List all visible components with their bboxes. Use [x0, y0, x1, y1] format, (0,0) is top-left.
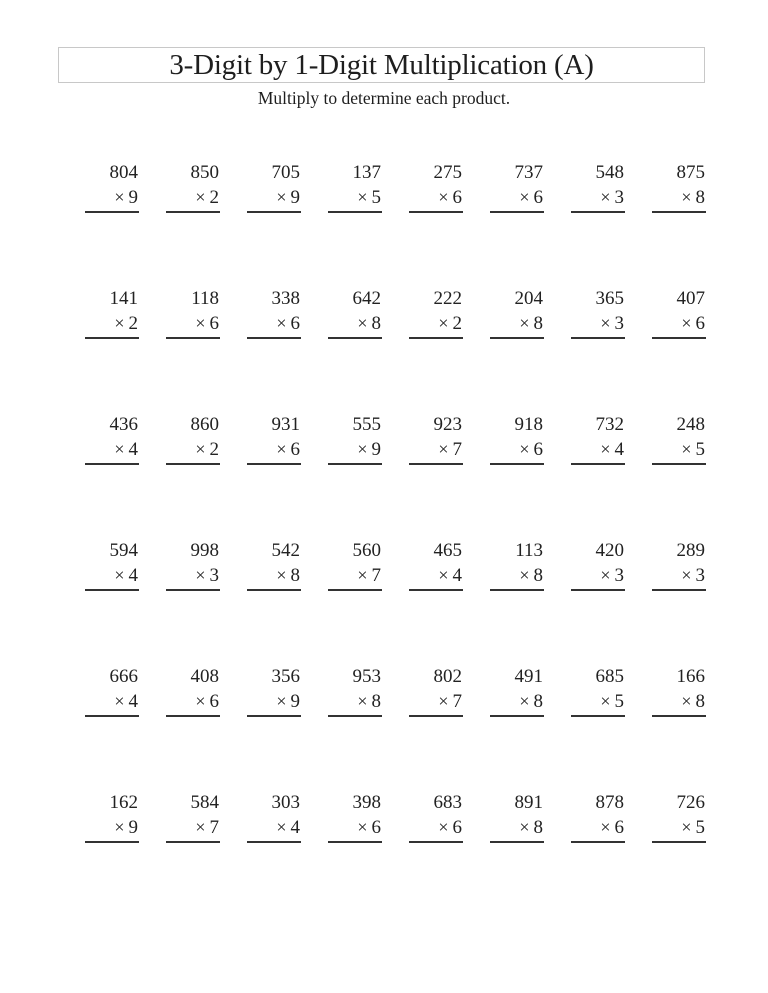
answer-line: [247, 463, 301, 465]
answer-line: [409, 463, 463, 465]
times-icon: ×: [681, 439, 692, 459]
multiplication-problem: [652, 412, 706, 465]
times-icon: ×: [276, 817, 287, 837]
multiplication-problem: [85, 538, 139, 591]
multiplier-line: [85, 815, 139, 840]
multiplier-line: [328, 437, 382, 462]
multiplier: 8: [533, 313, 543, 334]
multiplication-problem: [328, 286, 382, 339]
multiplication-problem: [409, 664, 463, 717]
answer-line: [247, 715, 301, 717]
answer-line: [490, 589, 544, 591]
times-icon: ×: [519, 691, 530, 711]
multiplier-line: [247, 563, 301, 588]
multiplicand: 666: [109, 666, 138, 687]
times-icon: ×: [114, 439, 125, 459]
multiplier: 4: [452, 565, 462, 586]
times-icon: ×: [438, 565, 449, 585]
times-icon: ×: [276, 565, 287, 585]
multiplier: 4: [128, 565, 138, 586]
multiplier-line: [490, 185, 544, 210]
multiplier-line: [571, 563, 625, 588]
multiplication-problem: [652, 286, 706, 339]
multiplier-line: [490, 437, 544, 462]
multiplier-line: [409, 563, 463, 588]
multiplication-problem: [166, 538, 220, 591]
multiplicand: 356: [271, 666, 300, 687]
times-icon: ×: [357, 187, 368, 207]
times-icon: ×: [357, 565, 368, 585]
multiplication-problem: [571, 790, 625, 843]
multiplier-line: [166, 689, 220, 714]
multiplier: 3: [614, 313, 624, 334]
multiplicand: 398: [352, 792, 381, 813]
multiplier: 7: [452, 439, 462, 460]
multiplication-problem: [328, 412, 382, 465]
multiplication-problem: [490, 664, 544, 717]
multiplier: 8: [371, 313, 381, 334]
times-icon: ×: [519, 313, 530, 333]
multiplication-problem: [490, 412, 544, 465]
times-icon: ×: [600, 817, 611, 837]
multiplicand: 726: [676, 792, 705, 813]
answer-line: [571, 589, 625, 591]
times-icon: ×: [681, 187, 692, 207]
multiplier-line: [85, 311, 139, 336]
multiplier-line: [328, 815, 382, 840]
multiplicand: 113: [515, 540, 543, 561]
answer-line: [652, 463, 706, 465]
multiplier-line: [85, 437, 139, 462]
answer-line: [247, 589, 301, 591]
multiplication-problem: [166, 664, 220, 717]
multiplier-line: [409, 311, 463, 336]
answer-line: [328, 715, 382, 717]
multiplier: 8: [290, 565, 300, 586]
multiplier: 9: [128, 817, 138, 838]
multiplier-line: [166, 563, 220, 588]
multiplicand: 732: [595, 414, 624, 435]
answer-line: [247, 841, 301, 843]
answer-line: [85, 463, 139, 465]
answer-line: [571, 715, 625, 717]
multiplicand: 923: [433, 414, 462, 435]
multiplier: 9: [290, 187, 300, 208]
multiplier: 6: [290, 439, 300, 460]
multiplication-problem: [652, 664, 706, 717]
times-icon: ×: [681, 817, 692, 837]
multiplication-problem: [85, 412, 139, 465]
multiplicand: 555: [352, 414, 381, 435]
answer-line: [166, 841, 220, 843]
multiplication-problem: [409, 790, 463, 843]
answer-line: [166, 337, 220, 339]
multiplicand: 850: [190, 162, 219, 183]
multiplier: 7: [209, 817, 219, 838]
multiplier: 9: [128, 187, 138, 208]
multiplication-problem: [166, 160, 220, 213]
multiplier: 8: [371, 691, 381, 712]
multiplier: 8: [533, 565, 543, 586]
multiplicand: 162: [109, 792, 138, 813]
answer-line: [409, 337, 463, 339]
answer-line: [409, 715, 463, 717]
multiplication-problem: [166, 286, 220, 339]
worksheet-instructions: Multiply to determine each product.: [257, 88, 511, 108]
multiplier: 3: [695, 565, 705, 586]
multiplier: 4: [614, 439, 624, 460]
multiplicand: 491: [514, 666, 543, 687]
problem-row: [85, 412, 707, 538]
multiplier: 6: [533, 187, 543, 208]
times-icon: ×: [114, 187, 125, 207]
multiplication-problem: [85, 160, 139, 213]
multiplier: 6: [614, 817, 624, 838]
multiplier-line: [571, 689, 625, 714]
multiplicand: 953: [352, 666, 381, 687]
multiplier-line: [166, 437, 220, 462]
multiplication-problem: [490, 790, 544, 843]
answer-line: [247, 211, 301, 213]
multiplicand: 685: [595, 666, 624, 687]
multiplicand: 465: [433, 540, 462, 561]
multiplier: 8: [695, 691, 705, 712]
answer-line: [166, 211, 220, 213]
multiplier: 2: [128, 313, 138, 334]
times-icon: ×: [195, 439, 206, 459]
multiplicand: 365: [595, 288, 624, 309]
multiplier-line: [652, 563, 706, 588]
multiplicand: 222: [433, 288, 462, 309]
multiplicand: 542: [271, 540, 300, 561]
multiplier-line: [247, 311, 301, 336]
multiplier: 8: [533, 817, 543, 838]
multiplier: 3: [614, 565, 624, 586]
multiplier: 5: [695, 817, 705, 838]
times-icon: ×: [276, 439, 287, 459]
multiplier: 2: [209, 187, 219, 208]
multiplicand: 141: [109, 288, 138, 309]
multiplier: 3: [209, 565, 219, 586]
answer-line: [85, 211, 139, 213]
problem-row: [85, 664, 707, 790]
multiplier-line: [490, 815, 544, 840]
times-icon: ×: [438, 187, 449, 207]
multiplicand: 931: [271, 414, 300, 435]
multiplicand: 303: [271, 792, 300, 813]
answer-line: [490, 463, 544, 465]
answer-line: [571, 463, 625, 465]
answer-line: [166, 715, 220, 717]
multiplier: 7: [371, 565, 381, 586]
worksheet-title: 3-Digit by 1-Digit Multiplication (A): [169, 48, 594, 81]
multiplier-line: [328, 689, 382, 714]
multiplicand: 407: [676, 288, 705, 309]
multiplier-line: [571, 311, 625, 336]
multiplier-line: [247, 185, 301, 210]
multiplier-line: [247, 815, 301, 840]
answer-line: [166, 589, 220, 591]
times-icon: ×: [438, 691, 449, 711]
multiplier-line: [652, 311, 706, 336]
answer-line: [85, 715, 139, 717]
times-icon: ×: [195, 565, 206, 585]
times-icon: ×: [357, 439, 368, 459]
multiplier-line: [85, 689, 139, 714]
multiplier-line: [409, 185, 463, 210]
multiplication-problem: [247, 160, 301, 213]
multiplicand: 548: [595, 162, 624, 183]
answer-line: [652, 841, 706, 843]
answer-line: [490, 337, 544, 339]
answer-line: [85, 841, 139, 843]
problem-row: [85, 160, 707, 286]
multiplier-line: [409, 437, 463, 462]
multiplier: 2: [452, 313, 462, 334]
multiplication-problem: [652, 790, 706, 843]
multiplier-line: [166, 311, 220, 336]
multiplier: 7: [452, 691, 462, 712]
multiplicand: 683: [433, 792, 462, 813]
multiplier-line: [652, 437, 706, 462]
times-icon: ×: [519, 565, 530, 585]
multiplication-problem: [571, 160, 625, 213]
multiplication-problem: [166, 790, 220, 843]
multiplication-problem: [247, 286, 301, 339]
title-box: [58, 47, 705, 83]
answer-line: [85, 337, 139, 339]
times-icon: ×: [681, 691, 692, 711]
multiplier: 9: [371, 439, 381, 460]
answer-line: [652, 337, 706, 339]
multiplier: 3: [614, 187, 624, 208]
multiplicand: 166: [676, 666, 705, 687]
multiplication-problem: [247, 664, 301, 717]
multiplicand: 560: [352, 540, 381, 561]
times-icon: ×: [600, 691, 611, 711]
times-icon: ×: [357, 691, 368, 711]
multiplicand: 802: [433, 666, 462, 687]
times-icon: ×: [114, 691, 125, 711]
multiplicand: 289: [676, 540, 705, 561]
times-icon: ×: [600, 313, 611, 333]
multiplication-problem: [571, 538, 625, 591]
times-icon: ×: [195, 313, 206, 333]
times-icon: ×: [519, 187, 530, 207]
multiplicand: 918: [514, 414, 543, 435]
answer-line: [652, 211, 706, 213]
multiplier-line: [328, 185, 382, 210]
multiplicand: 420: [595, 540, 624, 561]
answer-line: [328, 463, 382, 465]
multiplication-problem: [85, 664, 139, 717]
multiplier: 4: [128, 691, 138, 712]
multiplier-line: [490, 563, 544, 588]
multiplication-problem: [409, 160, 463, 213]
multiplicand: 275: [433, 162, 462, 183]
multiplier: 4: [128, 439, 138, 460]
multiplication-problem: [409, 412, 463, 465]
multiplier-line: [571, 437, 625, 462]
multiplier: 6: [452, 817, 462, 838]
multiplier: 6: [290, 313, 300, 334]
multiplier-line: [571, 185, 625, 210]
times-icon: ×: [600, 565, 611, 585]
multiplicand: 408: [190, 666, 219, 687]
answer-line: [328, 211, 382, 213]
multiplier: 8: [533, 691, 543, 712]
problem-row: [85, 790, 707, 916]
multiplier-line: [85, 563, 139, 588]
multiplicand: 338: [271, 288, 300, 309]
times-icon: ×: [438, 313, 449, 333]
answer-line: [571, 337, 625, 339]
multiplication-problem: [652, 160, 706, 213]
times-icon: ×: [600, 439, 611, 459]
multiplier: 9: [290, 691, 300, 712]
times-icon: ×: [519, 817, 530, 837]
multiplication-problem: [328, 538, 382, 591]
multiplier-line: [652, 815, 706, 840]
multiplicand: 998: [190, 540, 219, 561]
times-icon: ×: [276, 691, 287, 711]
multiplication-problem: [328, 160, 382, 213]
multiplier-line: [166, 815, 220, 840]
multiplication-problem: [571, 664, 625, 717]
multiplication-problem: [490, 538, 544, 591]
multiplier-line: [490, 689, 544, 714]
answer-line: [166, 463, 220, 465]
multiplicand: 204: [514, 288, 543, 309]
times-icon: ×: [276, 313, 287, 333]
answer-line: [247, 337, 301, 339]
multiplication-problem: [490, 160, 544, 213]
answer-line: [328, 589, 382, 591]
multiplier-line: [328, 311, 382, 336]
multiplicand: 878: [595, 792, 624, 813]
times-icon: ×: [195, 187, 206, 207]
answer-line: [328, 337, 382, 339]
answer-line: [490, 715, 544, 717]
multiplicand: 436: [109, 414, 138, 435]
multiplier-line: [247, 689, 301, 714]
answer-line: [571, 211, 625, 213]
multiplicand: 875: [676, 162, 705, 183]
answer-line: [85, 589, 139, 591]
problem-grid: [85, 160, 707, 916]
answer-line: [652, 715, 706, 717]
times-icon: ×: [114, 817, 125, 837]
multiplication-problem: [409, 286, 463, 339]
multiplier: 8: [695, 187, 705, 208]
multiplier-line: [571, 815, 625, 840]
answer-line: [652, 589, 706, 591]
multiplier: 6: [452, 187, 462, 208]
multiplication-problem: [247, 790, 301, 843]
multiplier-line: [328, 563, 382, 588]
multiplier: 5: [371, 187, 381, 208]
multiplication-problem: [85, 790, 139, 843]
times-icon: ×: [600, 187, 611, 207]
times-icon: ×: [357, 817, 368, 837]
times-icon: ×: [519, 439, 530, 459]
multiplication-problem: [328, 790, 382, 843]
multiplier-line: [166, 185, 220, 210]
multiplication-problem: [571, 286, 625, 339]
times-icon: ×: [438, 817, 449, 837]
times-icon: ×: [681, 313, 692, 333]
multiplicand: 118: [191, 288, 219, 309]
multiplier: 6: [695, 313, 705, 334]
answer-line: [490, 211, 544, 213]
answer-line: [409, 841, 463, 843]
multiplier: 4: [290, 817, 300, 838]
problem-row: [85, 538, 707, 664]
multiplicand: 860: [190, 414, 219, 435]
multiplicand: 804: [109, 162, 138, 183]
multiplier: 5: [614, 691, 624, 712]
times-icon: ×: [195, 691, 206, 711]
times-icon: ×: [276, 187, 287, 207]
answer-line: [328, 841, 382, 843]
multiplier: 6: [371, 817, 381, 838]
multiplier-line: [247, 437, 301, 462]
multiplicand: 137: [352, 162, 381, 183]
multiplicand: 594: [109, 540, 138, 561]
multiplier-line: [652, 185, 706, 210]
multiplicand: 248: [676, 414, 705, 435]
multiplier-line: [85, 185, 139, 210]
multiplier: 6: [533, 439, 543, 460]
multiplication-problem: [571, 412, 625, 465]
multiplication-problem: [328, 664, 382, 717]
multiplication-problem: [85, 286, 139, 339]
multiplier: 2: [209, 439, 219, 460]
multiplier-line: [490, 311, 544, 336]
multiplicand: 891: [514, 792, 543, 813]
multiplier-line: [409, 815, 463, 840]
multiplication-problem: [166, 412, 220, 465]
times-icon: ×: [681, 565, 692, 585]
multiplier-line: [409, 689, 463, 714]
answer-line: [571, 841, 625, 843]
problem-row: [85, 286, 707, 412]
multiplication-problem: [490, 286, 544, 339]
multiplier: 5: [695, 439, 705, 460]
multiplier: 6: [209, 691, 219, 712]
times-icon: ×: [114, 565, 125, 585]
multiplication-problem: [247, 538, 301, 591]
times-icon: ×: [195, 817, 206, 837]
multiplicand: 642: [352, 288, 381, 309]
answer-line: [490, 841, 544, 843]
multiplicand: 737: [514, 162, 543, 183]
multiplier-line: [652, 689, 706, 714]
multiplier: 6: [209, 313, 219, 334]
multiplicand: 705: [271, 162, 300, 183]
multiplication-problem: [409, 538, 463, 591]
times-icon: ×: [438, 439, 449, 459]
times-icon: ×: [114, 313, 125, 333]
multiplication-problem: [247, 412, 301, 465]
times-icon: ×: [357, 313, 368, 333]
multiplicand: 584: [190, 792, 219, 813]
multiplication-problem: [652, 538, 706, 591]
answer-line: [409, 589, 463, 591]
answer-line: [409, 211, 463, 213]
